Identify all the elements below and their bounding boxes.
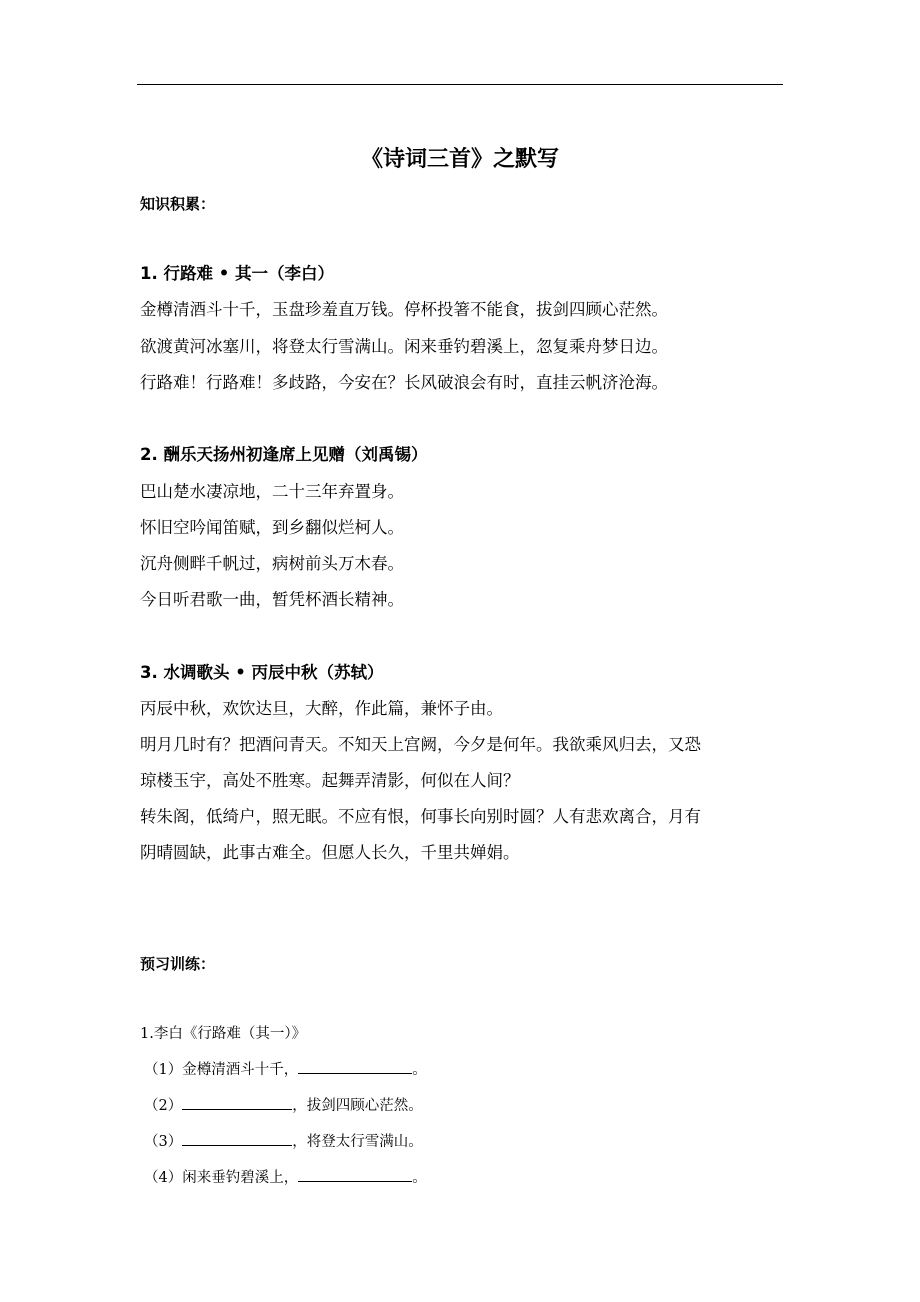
poem-2-line-3: 沉舟侧畔千帆过，病树前头万木春。: [140, 554, 404, 573]
poem-2-title: 2. 酬乐天扬州初逢席上见赠（刘禹锡）: [140, 445, 428, 464]
answer-blank[interactable]: [182, 1144, 292, 1146]
exercise-item-4: [144, 1166, 427, 1190]
exercise-item-1-prefix: （1）金樽清酒斗十千，: [144, 1062, 299, 1078]
header-rule: [137, 84, 783, 85]
poem-3-line-2: 明月几时有？把酒问青天。不知天上宫阙，今夕是何年。我欲乘风归去，又恐: [140, 735, 701, 754]
answer-blank[interactable]: [298, 1180, 412, 1182]
practice-heading: 预习训练：: [140, 955, 216, 973]
page-title: 《诗词三首》之默写: [360, 147, 559, 172]
exercise-title: 1.李白《行路难（其一）》: [140, 1026, 307, 1042]
poem-1-line-2: 欲渡黄河冰塞川，将登太行雪满山。闲来垂钓碧溪上，忽复乘舟梦日边。: [140, 337, 668, 356]
exercise-item-1-suffix: 。: [412, 1062, 427, 1078]
exercise-item-2-suffix: ，拔剑四顾心茫然。: [292, 1098, 423, 1114]
poem-3-line-3: 琼楼玉宇，高处不胜寒。起舞弄清影，何似在人间？: [140, 771, 520, 790]
poem-1-line-3: 行路难！行路难！多歧路，今安在？长风破浪会有时，直挂云帆济沧海。: [140, 373, 668, 392]
exercise-item-1: [144, 1058, 427, 1082]
poem-3-line-4: 转朱阁，低绮户，照无眠。不应有恨，何事长向别时圆？人有悲欢离合，月有: [140, 807, 701, 826]
answer-blank[interactable]: [298, 1072, 412, 1074]
poem-2-line-2: 怀旧空吟闻笛赋，到乡翻似烂柯人。: [140, 518, 404, 537]
exercise-item-3-prefix: （3）: [144, 1134, 183, 1150]
exercise-item-2: [144, 1094, 423, 1118]
poem-3-title: 3. 水调歌头 • 丙辰中秋（苏轼）: [140, 663, 384, 682]
knowledge-heading: 知识积累：: [140, 195, 216, 213]
poem-3-line-5: 阴晴圆缺，此事古难全。但愿人长久，千里共婵娟。: [140, 843, 520, 862]
exercise-item-4-prefix: （4）闲来垂钓碧溪上，: [144, 1170, 299, 1186]
exercise-item-2-prefix: （2）: [144, 1098, 183, 1114]
poem-1-title: 1. 行路难 • 其一（李白）: [140, 264, 335, 283]
exercise-item-4-suffix: 。: [412, 1170, 427, 1186]
answer-blank[interactable]: [182, 1108, 292, 1110]
poem-2-line-4: 今日听君歌一曲，暂凭杯酒长精神。: [140, 590, 404, 609]
exercise-item-3-suffix: ，将登太行雪满山。: [292, 1134, 423, 1150]
exercise-item-3: [144, 1130, 423, 1154]
poem-1-line-1: 金樽清酒斗十千，玉盘珍羞直万钱。停杯投箸不能食，拔剑四顾心茫然。: [140, 300, 668, 319]
poem-3-line-1: 丙辰中秋，欢饮达旦，大醉，作此篇，兼怀子由。: [140, 699, 503, 718]
poem-2-line-1: 巴山楚水凄凉地，二十三年弃置身。: [140, 482, 404, 501]
